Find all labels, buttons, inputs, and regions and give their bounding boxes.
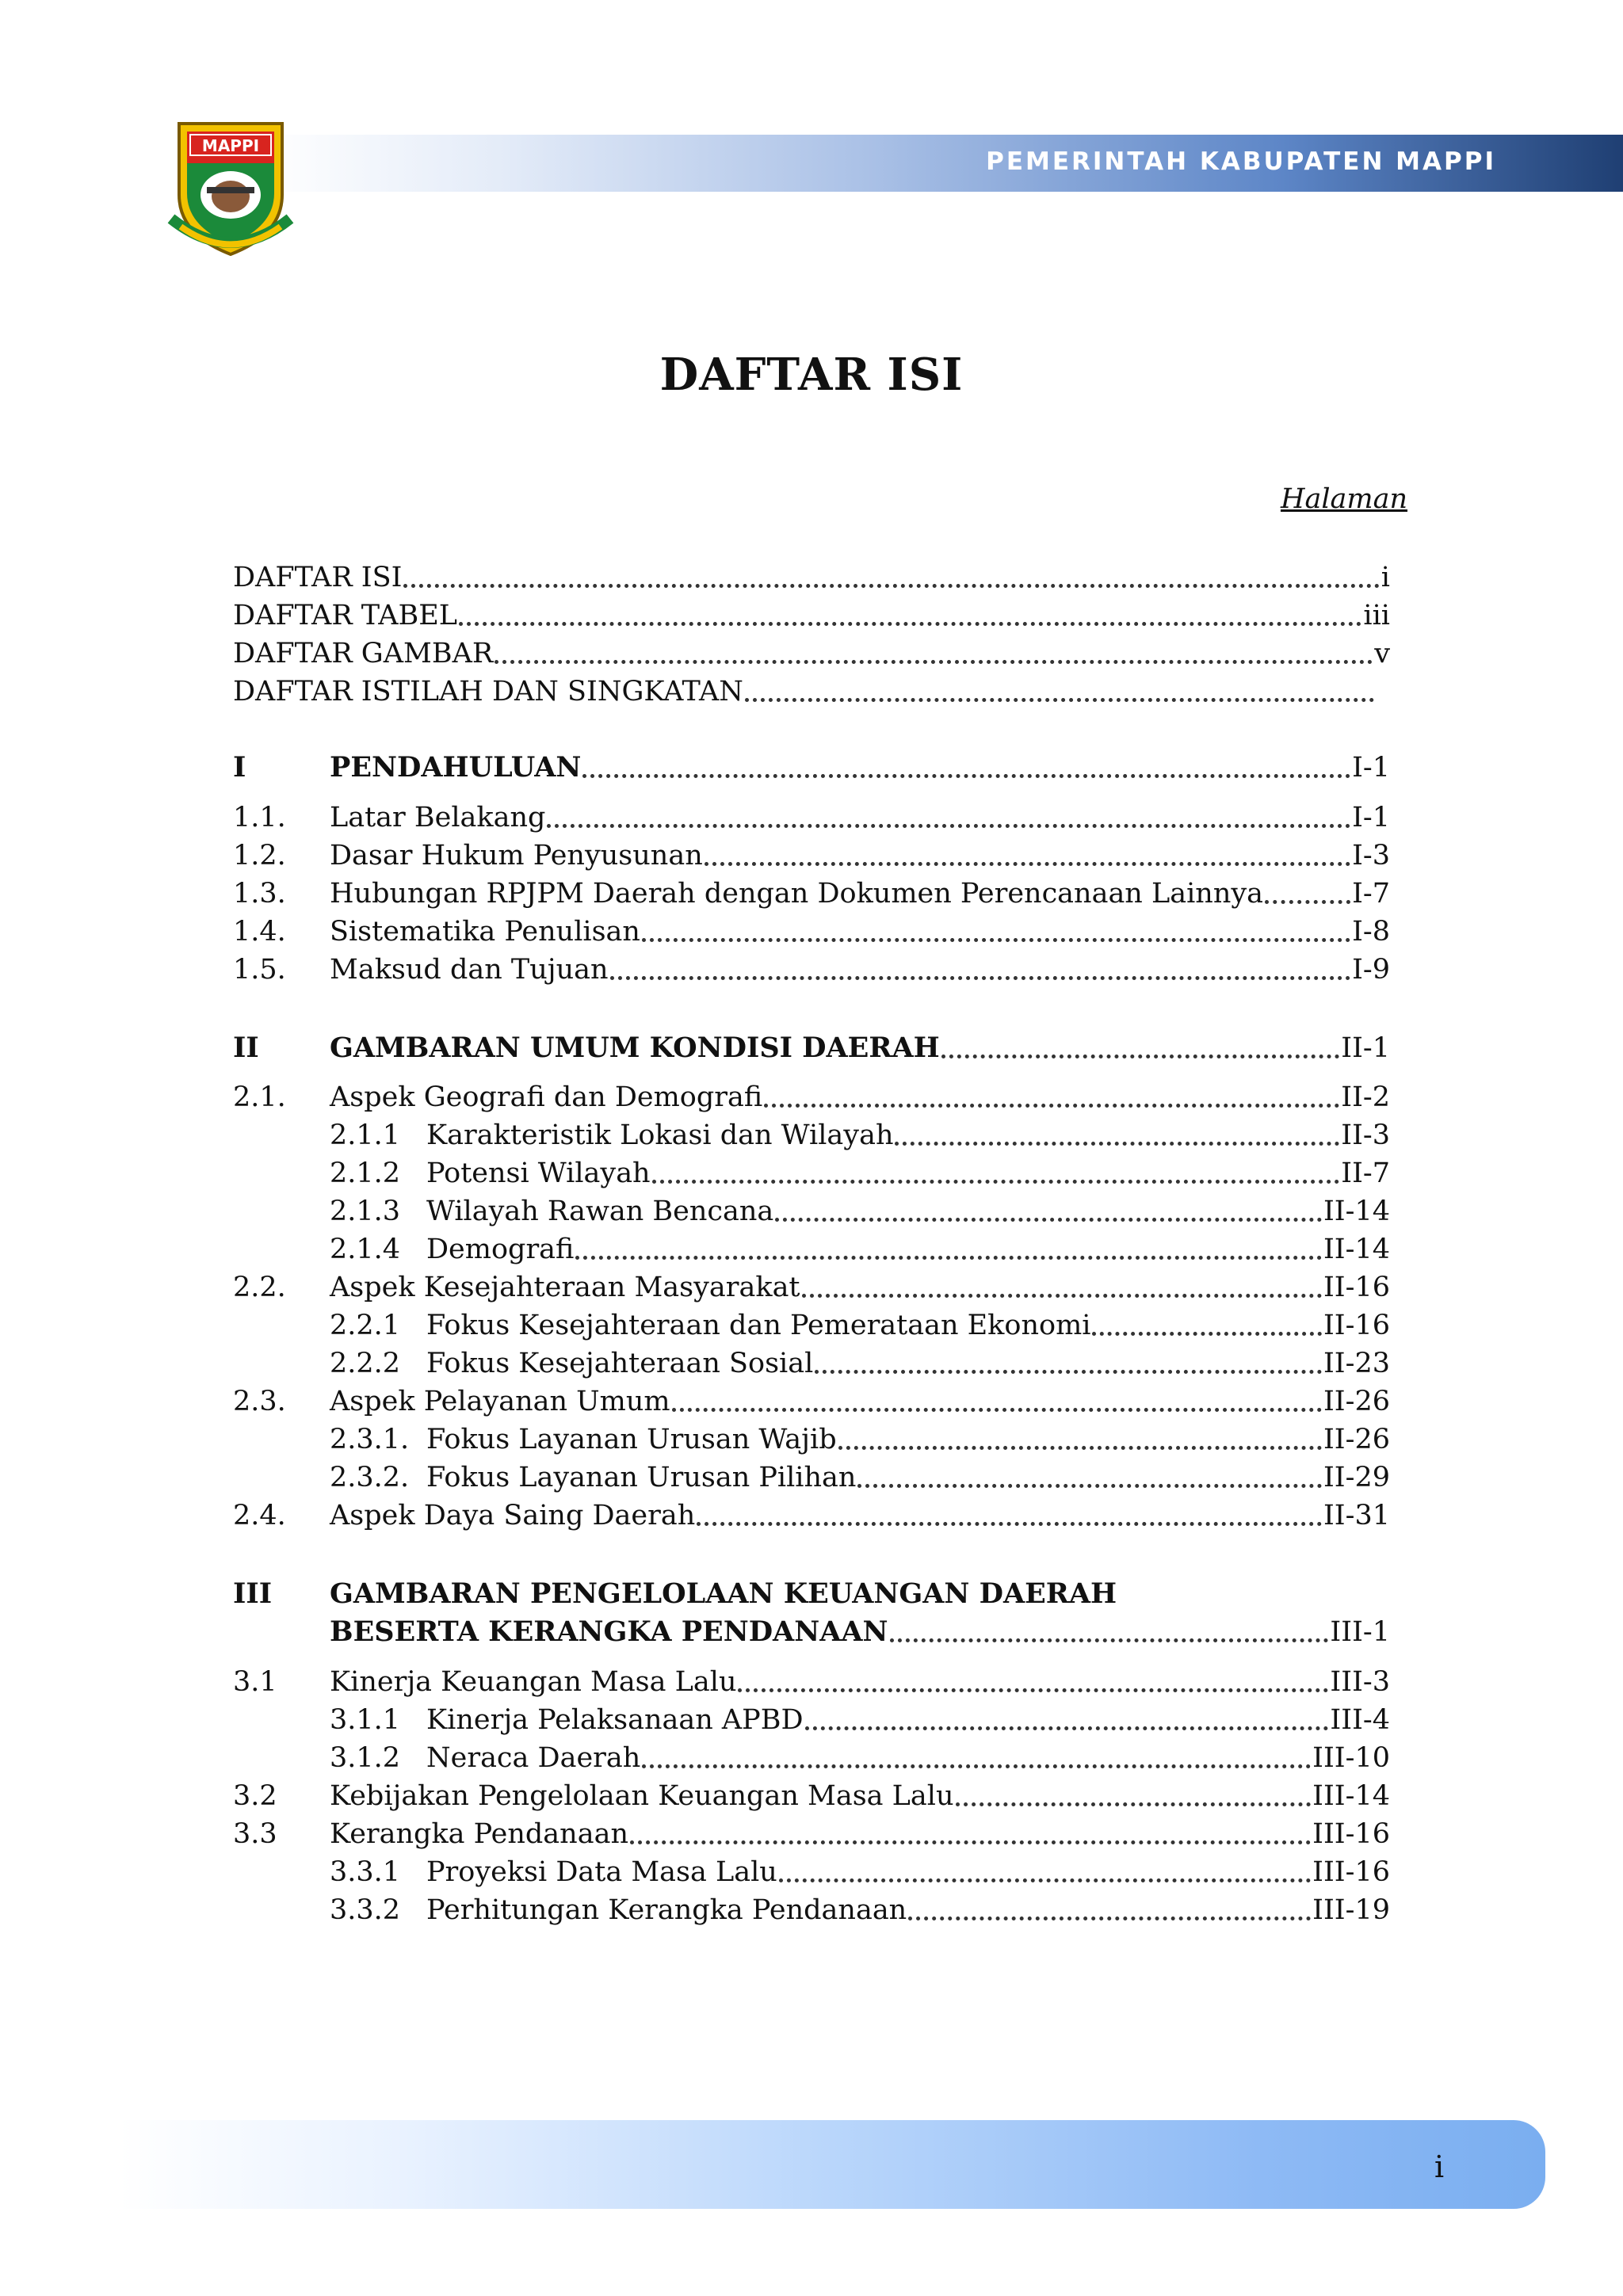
toc-entry[interactable]: 2.1. Aspek Geografi dan Demografi II-2	[233, 1081, 1390, 1113]
toc-entry[interactable]: 1.2. Dasar Hukum Penyusunan I-3	[233, 840, 1390, 871]
footer-banner	[119, 2120, 1545, 2209]
toc-entry[interactable]: 1.5. Maksud dan Tujuan I-9	[233, 954, 1390, 986]
toc-entry[interactable]: 2.1.4 Demografi II-14	[330, 1234, 1390, 1265]
toc-entry[interactable]: 3.3 Kerangka Pendanaan III-16	[233, 1818, 1390, 1850]
toc-entry[interactable]: 2.3.2. Fokus Layanan Urusan Pilihan II-29	[330, 1462, 1390, 1493]
government-name: PEMERINTAH KABUPATEN MAPPI	[986, 147, 1496, 176]
logo-text: MAPPI	[201, 136, 260, 155]
toc-entry[interactable]: 2.4. Aspek Daya Saing Daerah II-31	[233, 1500, 1390, 1531]
toc-entry[interactable]: 3.1.2 Neraca Daerah III-10	[330, 1742, 1390, 1774]
toc-entry[interactable]: DAFTAR ISI i	[233, 562, 1390, 593]
page-column-label: Halaman	[1280, 483, 1407, 515]
toc-entry[interactable]: 2.1.1 Karakteristik Lokasi dan Wilayah II-3	[330, 1119, 1390, 1151]
toc-entry[interactable]: 3.1.1 Kinerja Pelaksanaan APBD III-4	[330, 1704, 1390, 1736]
toc-entry[interactable]: 2.2.2 Fokus Kesejahteraan Sosial II-23	[330, 1348, 1390, 1379]
toc-entry[interactable]: 1.1. Latar Belakang I-1	[233, 802, 1390, 833]
toc-entry[interactable]: 2.3. Aspek Pelayanan Umum II-26	[233, 1386, 1390, 1417]
toc-chapter[interactable]: III GAMBARAN PENGELOLAAN KEUANGAN DAERAH	[233, 1577, 1117, 1610]
toc-entry[interactable]: DAFTAR GAMBAR v	[233, 638, 1390, 669]
toc-chapter-continued[interactable]: BESERTA KERANGKA PENDANAAN III-1	[330, 1615, 1390, 1648]
toc-entry[interactable]: 3.2 Kebijakan Pengelolaan Keuangan Masa Lalu III-14	[233, 1780, 1390, 1812]
toc-entry[interactable]: DAFTAR ISTILAH DAN SINGKATAN	[233, 670, 1376, 708]
toc-entry[interactable]: 2.2.1 Fokus Kesejahteraan dan Pemerataan Ekonomi II-16	[330, 1310, 1390, 1341]
toc-entry[interactable]: 3.3.2 Perhitungan Kerangka Pendanaan III-19	[330, 1894, 1390, 1926]
toc-entry[interactable]: 2.2. Aspek Kesejahteraan Masyarakat II-16	[233, 1272, 1390, 1303]
toc-entry[interactable]: 3.1 Kinerja Keuangan Masa Lalu III-3	[233, 1666, 1390, 1698]
toc-entry[interactable]: 3.3.1 Proyeksi Data Masa Lalu III-16	[330, 1856, 1390, 1888]
toc-entry[interactable]: 2.1.2 Potensi Wilayah II-7	[330, 1158, 1390, 1189]
toc-entry[interactable]: 2.3.1. Fokus Layanan Urusan Wajib II-26	[330, 1424, 1390, 1455]
toc-entry[interactable]: 1.3. Hubungan RPJPM Daerah dengan Dokumen Perencanaan Lainnya I-7	[233, 878, 1390, 910]
toc-entry[interactable]: 1.4. Sistematika Penulisan I-8	[233, 916, 1390, 948]
toc-entry[interactable]: 2.1.3 Wilayah Rawan Bencana II-14	[330, 1196, 1390, 1227]
page-title: DAFTAR ISI	[659, 349, 964, 401]
mappi-regency-crest-icon	[163, 108, 298, 266]
toc-chapter[interactable]: II GAMBARAN UMUM KONDISI DAERAH II-1	[233, 1032, 1390, 1064]
toc-chapter[interactable]: I PENDAHULUAN I-1	[233, 751, 1390, 784]
page-number: i	[1434, 2149, 1445, 2184]
toc-entry[interactable]: DAFTAR TABEL iii	[233, 600, 1390, 631]
